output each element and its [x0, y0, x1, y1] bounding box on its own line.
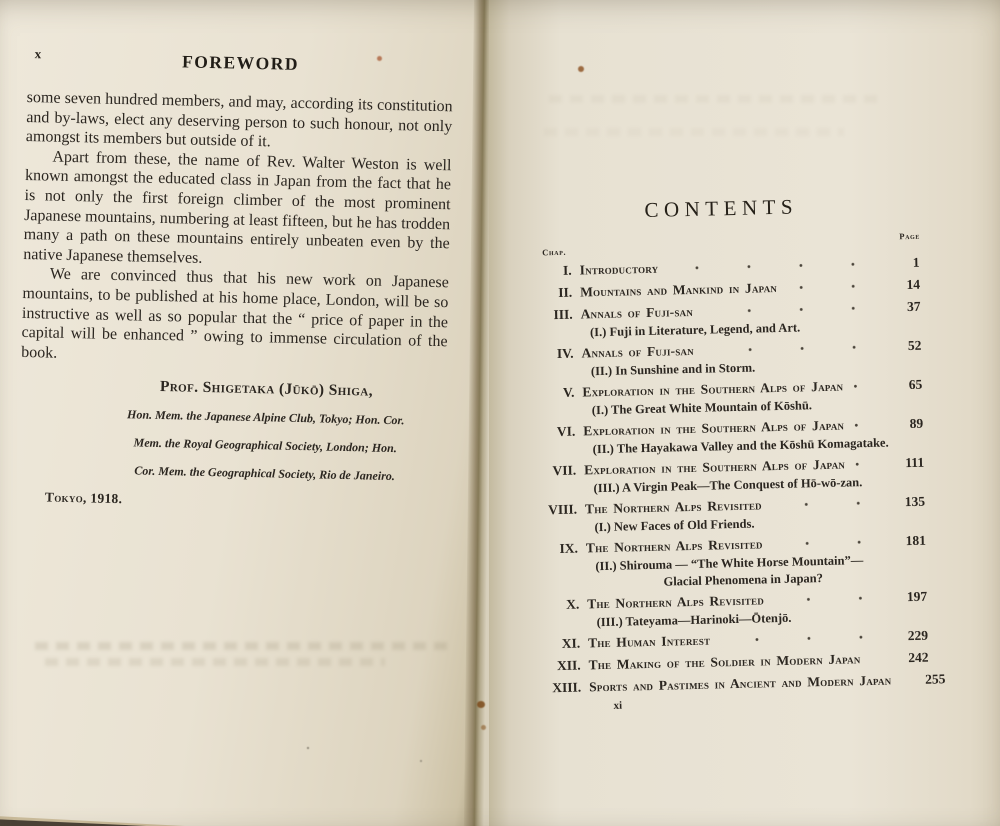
dot-leader — [900, 674, 904, 686]
signature-name — [20, 375, 446, 402]
right-page-number: xi — [613, 699, 623, 712]
signature-prefix: Prof. — [159, 378, 199, 397]
toc-entry — [532, 297, 937, 341]
dot-leader — [703, 341, 881, 357]
chapter-title: Exploration in the Southern Alps of Japan — [582, 378, 844, 400]
chapter-title: Annals of Fuji-san — [580, 303, 694, 322]
chapter-numeral: II. — [558, 284, 573, 300]
chapter-title: Sports and Pastimes in Ancient and Modern Japan — [588, 672, 892, 695]
dot-leader — [667, 258, 879, 275]
signature-credentials — [18, 405, 445, 485]
dot-leader — [702, 302, 880, 318]
chapter-numeral: VIII. — [548, 501, 578, 518]
toc-entry — [537, 492, 942, 536]
chapter-page-number: 37 — [906, 298, 921, 315]
chapter-numeral: XII. — [556, 657, 581, 674]
chapter-page-number: 89 — [909, 415, 924, 432]
signature-person: Shigetaka (Jūkō) Shiga, — [202, 379, 374, 400]
chapter-title: Exploration in the Southern Alps of Japan — [583, 417, 845, 439]
chapter-numeral: III. — [553, 306, 573, 323]
dot-leader — [773, 592, 886, 607]
chapter-column-label: Chap. — [542, 246, 567, 258]
dot-leader — [786, 280, 879, 294]
chapter-page-number: 229 — [907, 627, 929, 644]
credential-line: Mem. the Royal Geographical Society, London; Hon. — [133, 435, 397, 456]
foxing-spot — [481, 725, 486, 730]
toc-entry — [538, 531, 943, 592]
place-and-date: Tokyo, 1918. — [44, 489, 123, 507]
dot-leader — [771, 497, 884, 512]
chapter-numeral: XI. — [561, 635, 581, 651]
chapter-page-number: 242 — [908, 649, 929, 666]
chapter-title: The Northern Alps Revisited — [584, 497, 762, 517]
chapter-page-number: 111 — [905, 454, 925, 471]
left-page-number: x — [34, 46, 42, 62]
chapter-page-number: 197 — [906, 588, 928, 605]
dot-leader — [772, 536, 885, 551]
contents-title: CONTENTS — [644, 194, 799, 222]
show-through-text — [45, 658, 385, 666]
page-column-label: Page — [899, 230, 921, 242]
toc-entries — [531, 253, 945, 697]
toc-entry — [535, 414, 940, 458]
chapter-numeral: IX. — [559, 540, 579, 557]
toc-entry — [536, 453, 941, 497]
chapter-page-number: 14 — [906, 276, 921, 293]
chapter-page-number: 255 — [924, 671, 946, 687]
dot-leader — [854, 458, 883, 471]
credential-line: Cor. Mem. the Geographical Society, Rio de Janeiro. — [134, 462, 396, 483]
speck — [420, 760, 422, 762]
chapter-title: The Northern Alps Revisited — [587, 592, 765, 612]
show-through-text — [544, 128, 844, 136]
chapter-page-number: 52 — [907, 337, 922, 354]
foreword-title: FOREWORD — [181, 51, 300, 74]
toc-subentry: (I.) Fuji in Literature, Legend, and Art. — [589, 320, 801, 340]
toc-subentry: (I.) New Faces of Old Friends. — [594, 516, 755, 535]
toc-subentry: (II.) Shirouma — “The White Horse Mountain”— — [595, 553, 864, 574]
chapter-title: Mountains and Mankind in Japan — [579, 280, 778, 300]
foxing-spot — [477, 701, 485, 708]
speck — [307, 747, 309, 749]
toc-subentry: (II.) In Sunshine and in Storm. — [590, 360, 756, 379]
dot-leader — [719, 631, 887, 647]
chapter-numeral: X. — [565, 596, 580, 612]
chapter-title: Exploration in the Southern Alps of Japan — [584, 456, 846, 478]
foreword-paragraph: Apart from these, the name of Rev. Walter Weston is well known amongst the educated class in Japan from the fact that he is not only the first foreign climber of the most prominent Japanese mountains, numbering at least fifteen, but he has trodden many a path on these mountains entirely unbeaten even by the native Japanese themselves. — [23, 148, 452, 267]
toc-entry — [533, 336, 938, 380]
foxing-spot — [578, 66, 584, 72]
chapter-page-number: 1 — [912, 254, 920, 270]
chapter-numeral: IV. — [556, 345, 574, 362]
toc-entry — [534, 375, 939, 419]
dot-leader — [852, 380, 881, 393]
chapter-numeral: VI. — [556, 423, 576, 440]
chapter-title: The Making of the Soldier in Modern Japan — [588, 651, 861, 673]
toc-subentry: (I.) The Great White Mountain of Kōshū. — [591, 398, 813, 418]
chapter-numeral: XIII. — [552, 679, 582, 696]
dot-leader — [869, 653, 887, 665]
chapter-title: The Northern Alps Revisited — [585, 536, 763, 556]
credential-line: Hon. Mem. the Japanese Alpine Club, Tokyo; Hon. Cor. — [126, 407, 405, 428]
toc-subentry: Glacial Phenomena in Japan? — [663, 571, 824, 589]
chapter-numeral: V. — [562, 384, 575, 400]
foreword-paragraphs — [21, 88, 453, 372]
chapter-numeral: I. — [562, 262, 572, 278]
chapter-page-number: 135 — [904, 493, 926, 510]
foreword-page-text — [18, 40, 454, 514]
foreword-paragraph: We are convinced thus that his new work on Japanese mountains, to be published at his home place, London, will be so instructive as well as so popular that the “ price of paper in the capital will be enhanced ” owing to immense circulation of the book. — [21, 265, 449, 362]
toc-entry — [539, 587, 944, 631]
toc-subentry: (II.) The Hayakawa Valley and the Kōshū Komagatake. — [592, 435, 889, 457]
chapter-page-number: 181 — [905, 532, 927, 549]
show-through-text — [35, 642, 450, 650]
toc-subentry: (III.) A Virgin Peak—The Conquest of Hō-wō-zan. — [593, 475, 863, 496]
chapter-title: Introductory — [579, 260, 659, 278]
chapter-title: The Human Interest — [587, 632, 711, 651]
dot-leader — [853, 419, 882, 432]
contents-page-text — [530, 191, 946, 713]
chapter-title: Annals of Fuji-san — [581, 342, 695, 361]
chapter-numeral: VII. — [552, 462, 577, 479]
chapter-page-number: 65 — [908, 376, 923, 393]
show-through-text — [549, 95, 879, 103]
toc-subentry: (III.) Tateyama—Harinoki—Ōtenjō. — [596, 610, 792, 630]
foreword-paragraph: some seven hundred members, and may, according its constitution and by-laws, elect any deserving person to such honour, not only amongst its members but outside of it. — [25, 88, 453, 151]
